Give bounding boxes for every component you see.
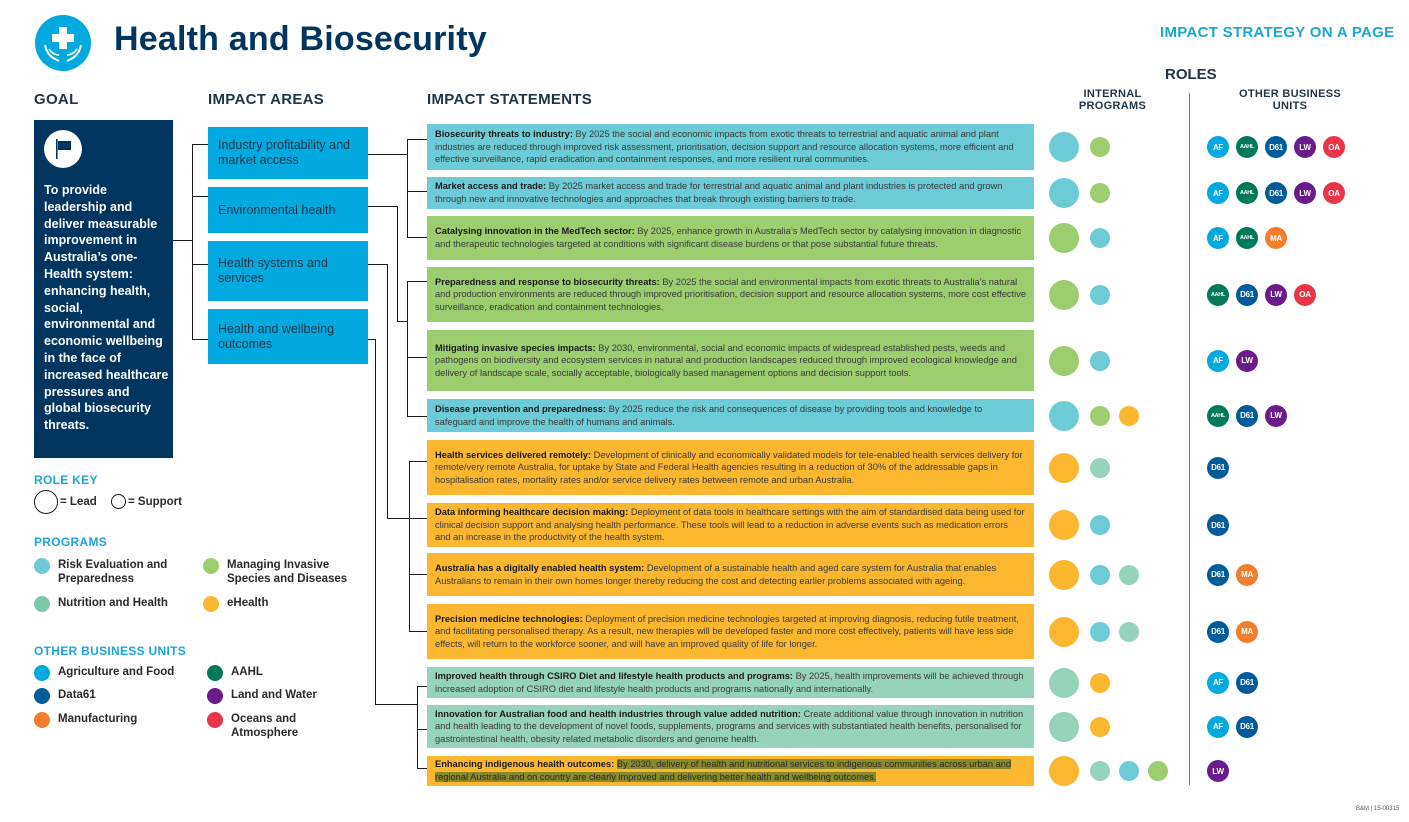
impact-statement-title: Precision medicine technologies: xyxy=(435,613,583,624)
impact-statement-body: By 2025, enhance growth in Australia’s MedTech sector by catalysing innovation in diagnostic and therapeutic technologies targeted at conditions with significant disease burdens or that pose substantial future threats. xyxy=(435,226,1022,249)
goal-text: To provide leadership and deliver measurable improvement in Australia’s one-Health system: enhancing health, social, environmental and economic wellbeing in the face of increased healthcare pressures and global biosecurity threats. xyxy=(44,183,169,433)
support-program-circle-rep xyxy=(1119,761,1139,781)
lead-program-circle-rep xyxy=(1049,401,1079,431)
legend-unit-d61 xyxy=(34,688,199,704)
impact-area-label: Environmental health xyxy=(218,202,336,217)
connector-line xyxy=(409,461,410,632)
business-unit-badge-lw: LW xyxy=(1294,182,1316,204)
business-unit-badge-af: AF xyxy=(1207,182,1229,204)
impact-statement xyxy=(427,553,1034,596)
impact-statement xyxy=(427,330,1034,391)
connector-line xyxy=(368,264,387,265)
business-unit-badge-ma: MA xyxy=(1236,621,1258,643)
business-unit-badge-af: AF xyxy=(1207,350,1229,372)
legend-label: Risk Evaluation and Preparedness xyxy=(58,559,168,585)
support-program-circle-rep xyxy=(1090,622,1110,642)
connector-line xyxy=(387,264,388,519)
impact-statement-body: By 2025 the social and environmental impacts from exotic threats to Australia’s natural and production environments are reduced through improved prioritisation, decision support and resource allocation systems, more cost effective surveillance, eradication and containment technologies. xyxy=(435,276,1027,312)
connector-line xyxy=(192,264,208,265)
impact-statement-body: By 2025 reduce the risk and consequences of disease by providing tools and knowledge to safeguard and improve the health of humans and animals. xyxy=(435,403,983,427)
legend-unit-aahl xyxy=(207,665,367,681)
support-program-circle-misd xyxy=(1148,761,1168,781)
support-program-circle-rep xyxy=(1090,351,1110,371)
impact-statement-title: Market access and trade: xyxy=(435,181,547,192)
impact-statement-text xyxy=(435,128,1026,166)
lead-program-circle-rep xyxy=(1049,132,1079,162)
impact-area-environmental-health xyxy=(208,187,368,233)
connector-line xyxy=(409,631,427,632)
impact-statement-body: By 2030, environmental, social and economic impacts of widespread established pests, weeds and pathogens on biodiversity and ecosystem services in natural and production landscapes reduced through improved ecological knowledge and delivery of landscape scale, socially acceptable, biologically based management options and decision support tools. xyxy=(435,342,1017,378)
role-key-heading: ROLE KEY xyxy=(34,473,98,487)
legend-label: Data61 xyxy=(58,689,96,701)
page-subtitle: IMPACT STRATEGY ON A PAGE xyxy=(1160,24,1395,41)
lead-program-circle-rep xyxy=(1049,178,1079,208)
impact-statement-title: Improved health through CSIRO Diet and lifestyle health products and programs: xyxy=(435,670,793,681)
legend-label: Oceans and Atmosphere xyxy=(231,713,299,739)
connector-line xyxy=(192,144,208,145)
business-unit-badge-oa: OA xyxy=(1294,284,1316,306)
impact-statement-text xyxy=(435,403,1026,428)
legend-unit-oa xyxy=(207,712,317,740)
business-unit-badge-d61: D61 xyxy=(1265,182,1287,204)
impact-statement xyxy=(427,604,1034,659)
legend-unit-lw xyxy=(207,688,367,704)
impact-statement xyxy=(427,705,1034,748)
impact-statement-text xyxy=(435,670,1026,695)
business-unit-badge-aahl: AAHL xyxy=(1236,182,1258,204)
impact-statement xyxy=(427,440,1034,495)
impact-area-health-wellbeing xyxy=(208,309,368,364)
support-circle-icon xyxy=(111,494,126,509)
flag-icon xyxy=(44,130,82,168)
business-unit-badge-d61: D61 xyxy=(1207,514,1229,536)
impact-area-label: Health systems and services xyxy=(218,256,328,285)
business-unit-badge-lw: LW xyxy=(1207,760,1229,782)
unit-dot-icon xyxy=(207,712,223,728)
connector-line xyxy=(417,729,427,730)
connector-line xyxy=(407,237,427,238)
impact-statement-body: Deployment of precision medicine technologies targeted at improving diagnosis, reducing futile treatment, and facilitating personalised therapy. As a result, new therapies will be developed faster and more cost effectively, patients will have less side effects, will return to the workforce sooner, and will have an improved quality of life for longer. xyxy=(435,613,1019,649)
role-key-support-label: = Support xyxy=(128,495,182,508)
connector-line xyxy=(417,686,418,769)
impact-statement-text xyxy=(435,562,1026,587)
connector-line xyxy=(407,281,427,282)
impact-statement xyxy=(427,267,1034,322)
impact-statement xyxy=(427,124,1034,170)
unit-dot-icon xyxy=(34,688,50,704)
program-dot-icon xyxy=(34,596,50,612)
connector-line xyxy=(192,196,208,197)
connector-line xyxy=(387,518,427,519)
program-dot-icon xyxy=(34,558,50,574)
impact-statement-title: Mitigating invasive species impacts: xyxy=(435,342,596,353)
impact-statement-body: By 2030, delivery of health and nutritional services to indigenous communities across urban and regional Australia and on country are clearly improved and delivering better health and wellbeing outcomes. xyxy=(435,759,1012,782)
impact-statement-text xyxy=(435,180,1026,205)
support-program-circle-eh xyxy=(1119,406,1139,426)
connector-line xyxy=(407,191,427,192)
business-unit-badge-aahl: AAHL xyxy=(1207,405,1229,427)
page-title: Health and Biosecurity xyxy=(114,20,487,58)
business-unit-badge-aahl: AAHL xyxy=(1236,227,1258,249)
lead-program-circle-eh xyxy=(1049,560,1079,590)
support-program-circle-nh xyxy=(1090,761,1110,781)
roles-heading: ROLES xyxy=(1165,66,1217,83)
connector-line xyxy=(407,139,408,238)
connector-line xyxy=(407,281,408,417)
impact-statement xyxy=(427,503,1034,547)
support-program-circle-eh xyxy=(1090,717,1110,737)
internal-programs-heading: INTERNAL PROGRAMS xyxy=(1078,88,1147,112)
business-unit-badge-aahl: AAHL xyxy=(1207,284,1229,306)
legend-label: Nutrition and Health xyxy=(58,597,168,609)
impact-statement-title: Innovation for Australian food and health industries through value added nutrition: xyxy=(435,708,801,719)
impact-statement-text xyxy=(435,225,1026,250)
legend-label: Manufacturing xyxy=(58,713,138,725)
business-unit-badge-d61: D61 xyxy=(1236,405,1258,427)
business-unit-badge-lw: LW xyxy=(1294,136,1316,158)
connector-line xyxy=(375,704,417,705)
lead-program-circle-eh xyxy=(1049,756,1079,786)
lead-circle-icon xyxy=(34,490,58,514)
role-key-lead-label: = Lead xyxy=(60,496,97,508)
impact-statement-title: Preparedness and response to biosecurity threats: xyxy=(435,276,660,287)
support-program-circle-nh xyxy=(1090,458,1110,478)
impact-statement xyxy=(427,177,1034,209)
legend-unit-af xyxy=(34,665,199,681)
lead-program-circle-eh xyxy=(1049,453,1079,483)
impact-statement-text xyxy=(435,506,1026,544)
other-business-units-heading: OTHER BUSINESS UNITS xyxy=(1239,88,1341,112)
connector-line xyxy=(407,416,427,417)
impact-statement-body: By 2025 market access and trade for terrestrial and aquatic animal and plant industries is protected and grown through new and innovative technologies and approaches that break through existing barriers to trade. xyxy=(435,181,1003,204)
impact-statement xyxy=(427,667,1034,698)
support-program-circle-misd xyxy=(1090,406,1110,426)
impact-areas-heading: IMPACT AREAS xyxy=(208,91,325,108)
business-unit-badge-lw: LW xyxy=(1265,405,1287,427)
business-unit-badge-ma: MA xyxy=(1265,227,1287,249)
impact-statement-title: Health services delivered remotely: xyxy=(435,449,592,460)
support-program-circle-eh xyxy=(1090,673,1110,693)
connector-line xyxy=(192,144,193,340)
support-program-circle-rep xyxy=(1090,228,1110,248)
hands-medical-cross-icon xyxy=(35,15,91,71)
lead-program-circle-eh xyxy=(1049,617,1079,647)
legend-program-rep xyxy=(34,558,194,586)
legend-program-eh xyxy=(203,596,363,612)
impact-statement-text xyxy=(435,276,1026,314)
impact-statement-title: Disease prevention and preparedness: xyxy=(435,403,607,414)
connector-line xyxy=(368,154,407,155)
unit-dot-icon xyxy=(207,665,223,681)
goal-box xyxy=(34,120,173,458)
legend-label: Land and Water xyxy=(231,689,317,701)
lead-program-circle-nh xyxy=(1049,668,1079,698)
connector-line xyxy=(409,461,427,462)
impact-statement-text xyxy=(435,342,1026,380)
support-program-circle-rep xyxy=(1090,565,1110,585)
business-unit-badge-d61: D61 xyxy=(1236,284,1258,306)
business-unit-badge-oa: OA xyxy=(1323,182,1345,204)
legend-label: Managing Invasive Species and Diseases xyxy=(227,559,348,585)
business-unit-badge-d61: D61 xyxy=(1265,136,1287,158)
impact-statement-title: Enhancing indigenous health outcomes: xyxy=(435,759,615,770)
impact-statement-body: Create additional value through innovation in nutrition and health leading to the development of novel foods, supplements, programs and services with substantiated health benefits, personalised for gastrointestinal health, obesity related metabolic disorders and genome health. xyxy=(435,708,1024,744)
footer-code: B&M | 15-00315 xyxy=(1356,806,1400,812)
impact-statement-text xyxy=(435,613,1026,651)
legend-program-nh xyxy=(34,596,194,612)
business-unit-badge-d61: D61 xyxy=(1207,621,1229,643)
connector-line xyxy=(173,240,193,241)
legend-program-misd xyxy=(203,558,363,586)
impact-statement xyxy=(427,756,1034,786)
impact-statements-heading: IMPACT STATEMENTS xyxy=(427,91,593,108)
support-program-circle-rep xyxy=(1090,285,1110,305)
business-unit-badge-ma: MA xyxy=(1236,564,1258,586)
support-program-circle-misd xyxy=(1090,137,1110,157)
connector-line xyxy=(397,321,407,322)
impact-statement-text xyxy=(435,758,1026,783)
connector-line xyxy=(397,206,398,322)
legend-label: AAHL xyxy=(231,666,263,678)
legend-label: Agriculture and Food xyxy=(58,666,175,678)
role-key-support xyxy=(111,494,182,509)
impact-area-label: Industry profitability and market access xyxy=(218,138,351,167)
lead-program-circle-misd xyxy=(1049,280,1079,310)
business-unit-badge-af: AF xyxy=(1207,136,1229,158)
programs-heading: PROGRAMS xyxy=(34,535,108,549)
impact-statement xyxy=(427,399,1034,432)
unit-dot-icon xyxy=(207,688,223,704)
connector-line xyxy=(417,768,427,769)
business-unit-badge-oa: OA xyxy=(1323,136,1345,158)
lead-program-circle-eh xyxy=(1049,510,1079,540)
connector-line xyxy=(375,339,376,705)
lead-program-circle-nh xyxy=(1049,712,1079,742)
support-program-circle-nh xyxy=(1119,565,1139,585)
business-unit-badge-d61: D61 xyxy=(1207,457,1229,479)
business-unit-badge-d61: D61 xyxy=(1236,716,1258,738)
business-unit-badge-lw: LW xyxy=(1265,284,1287,306)
business-unit-badge-aahl: AAHL xyxy=(1236,136,1258,158)
goal-heading: GOAL xyxy=(34,91,79,108)
connector-line xyxy=(407,357,427,358)
impact-statement-title: Biosecurity threats to industry: xyxy=(435,129,573,140)
roles-divider xyxy=(1189,93,1190,785)
business-units-heading: OTHER BUSINESS UNITS xyxy=(34,644,187,658)
lead-program-circle-misd xyxy=(1049,223,1079,253)
lead-program-circle-misd xyxy=(1049,346,1079,376)
business-unit-badge-af: AF xyxy=(1207,227,1229,249)
legend-label: eHealth xyxy=(227,597,269,609)
impact-statement-body: Deployment of data tools in healthcare settings with the aim of standardised data being used for clinical decision support and analysing health performance. These tools will lead to a reduction in adverse events such as medication errors and an increase in the productivity of the health system. xyxy=(435,507,1025,543)
business-unit-badge-d61: D61 xyxy=(1236,672,1258,694)
business-unit-badge-af: AF xyxy=(1207,716,1229,738)
support-program-circle-nh xyxy=(1119,622,1139,642)
impact-statement-text xyxy=(435,449,1026,487)
connector-line xyxy=(368,206,398,207)
unit-dot-icon xyxy=(34,665,50,681)
impact-statement-body: Development of clinically and economically validated models for tele-enabled health services delivery for remote/very remote Australia, for uptake by State and Federal Health agencies resulting in a reduction of 30% of the addressable gaps in hospitalisation rates, mortality rates and/or service delivery rates between remote and urban Australia. xyxy=(435,449,1023,485)
program-dot-icon xyxy=(203,596,219,612)
impact-statement-text xyxy=(435,708,1026,746)
support-program-circle-misd xyxy=(1090,183,1110,203)
connector-line xyxy=(409,574,427,575)
impact-statement-body: By 2025, health improvements will be achieved through increased adoption of CSIRO diet and lifestyle health products and programs nationally and internationally. xyxy=(435,670,1024,694)
impact-area-health-systems xyxy=(208,241,368,301)
role-key-lead xyxy=(34,490,97,514)
impact-statement-title: Data informing healthcare decision making: xyxy=(435,507,629,518)
impact-statement-body: Development of a sustainable health and aged care system for Australia that enables Australians to remain in their own homes longer thereby reducing the cost and detecting earlier problems associated with ageing. xyxy=(435,562,997,586)
impact-statement-title: Australia has a digitally enabled health system: xyxy=(435,562,645,573)
impact-statement xyxy=(427,216,1034,260)
business-unit-badge-af: AF xyxy=(1207,672,1229,694)
business-unit-badge-d61: D61 xyxy=(1207,564,1229,586)
program-dot-icon xyxy=(203,558,219,574)
legend-unit-ma xyxy=(34,712,199,728)
impact-statement-body: By 2025 the social and economic impacts from exotic threats to terrestrial and aquatic animal and plant industries are reduced through improved risk assessment, prioritisation, decision support and resource allocation systems, more efficient and effective surveillance, rapid eradication and containment responses, and more resilient rural communities. xyxy=(435,129,1014,165)
business-unit-badge-lw: LW xyxy=(1236,350,1258,372)
unit-dot-icon xyxy=(34,712,50,728)
connector-line xyxy=(407,139,427,140)
impact-area-industry-profitability xyxy=(208,127,368,179)
impact-area-label: Health and wellbeing outcomes xyxy=(218,321,335,351)
support-program-circle-rep xyxy=(1090,515,1110,535)
impact-statement-title: Catalysing innovation in the MedTech sector: xyxy=(435,226,635,237)
connector-line xyxy=(417,686,427,687)
connector-line xyxy=(192,339,208,340)
